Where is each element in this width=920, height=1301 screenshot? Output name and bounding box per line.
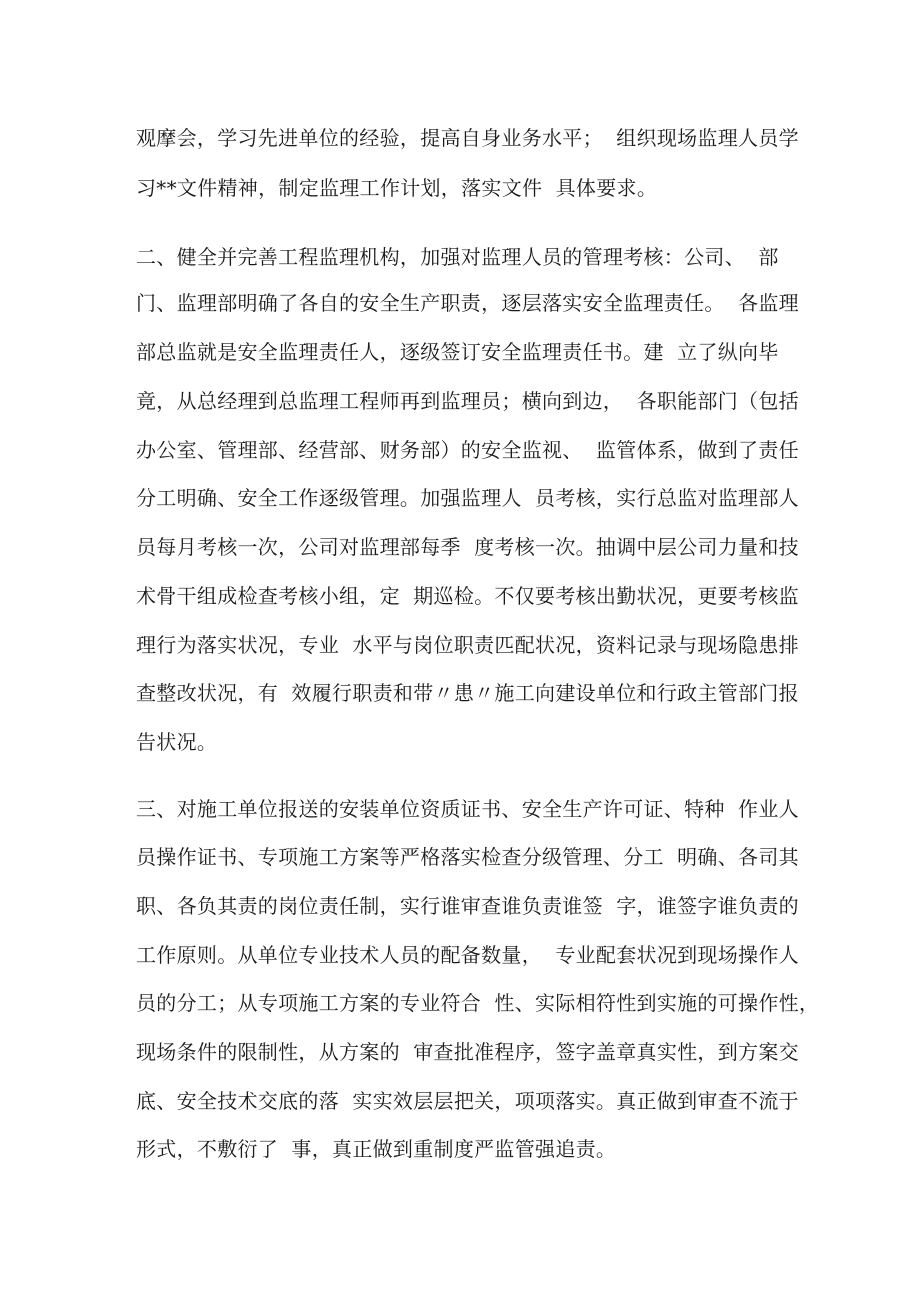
paragraph-3-line-7: 底、安全技术交底的落 实实效层层把关，项项落实。真正做到审查不流于 [136, 1089, 799, 1113]
paragraph-3-line-5: 员的分工；从专项施工方案的专业符合 性、实际相符性到实施的可操作性， [136, 991, 820, 1015]
paragraph-2-line-10: 查整改状况，有 效履行职责和带〃患〃施工向建设单位和行政主管部门报 [136, 681, 799, 705]
paragraph-2-line-1: 二、健全并完善工程监理机构，加强对监理人员的管理考核：公司、 部 [136, 245, 779, 269]
paragraph-1-line-1: 观摩会，学习先进单位的经验，提高自身业务水平； 组织现场监理人员学 [136, 126, 799, 150]
paragraph-2-line-4: 竟，从总经理到总监理工程师再到监理员；横向到边， 各职能部门（包括 [136, 389, 799, 413]
paragraph-2-line-9: 理行为落实状况，专业 水平与岗位职责匹配状况，资料记录与现场隐患排 [136, 633, 799, 657]
paragraph-3-line-6: 现场条件的限制性，从方案的 审查批准程序，签字盖章真实性，到方案交 [136, 1040, 799, 1064]
paragraph-2-line-2: 门、监理部明确了各自的安全生产职责，逐层落实安全监理责任。 各监理 [136, 291, 799, 315]
paragraph-1-line-2: 习**文件精神，制定监理工作计划，落实文件 具体要求。 [136, 176, 658, 200]
paragraph-2-line-8: 术骨干组成检查考核小组，定 期巡检。不仅要考核出勤状况，更要考核监 [136, 584, 799, 608]
paragraph-3-line-2: 员操作证书、专项施工方案等严格落实检查分级管理、分工 明确、各司其 [136, 845, 799, 869]
paragraph-2-line-5: 办公室、管理部、经营部、财务部）的安全监视、 监管体系，做到了责任 [136, 438, 799, 462]
paragraph-3-line-1: 三、对施工单位报送的安装单位资质证书、安全生产许可证、特种 作业人 [136, 797, 799, 821]
paragraph-2-line-11: 告状况。 [136, 730, 218, 754]
paragraph-2-line-7: 员每月考核一次，公司对监理部每季 度考核一次。抽调中层公司力量和技 [136, 535, 799, 559]
paragraph-3-line-3: 职、各负其责的岗位责任制，实行谁审查谁负责谁签 字，谁签字谁负责的 [136, 894, 799, 918]
paragraph-3-line-4: 工作原则。从单位专业技术人员的配备数量， 专业配套状况到现场操作人 [136, 943, 799, 967]
paragraph-2-line-6: 分工明确、安全工作逐级管理。加强监理人 员考核，实行总监对监理部人 [136, 486, 799, 510]
paragraph-3-line-8: 形式，不敷衍了 事，真正做到重制度严监管强追责。 [136, 1137, 617, 1161]
paragraph-2-line-3: 部总监就是安全监理责任人，逐级签订安全监理责任书。建 立了纵向毕 [136, 340, 779, 364]
